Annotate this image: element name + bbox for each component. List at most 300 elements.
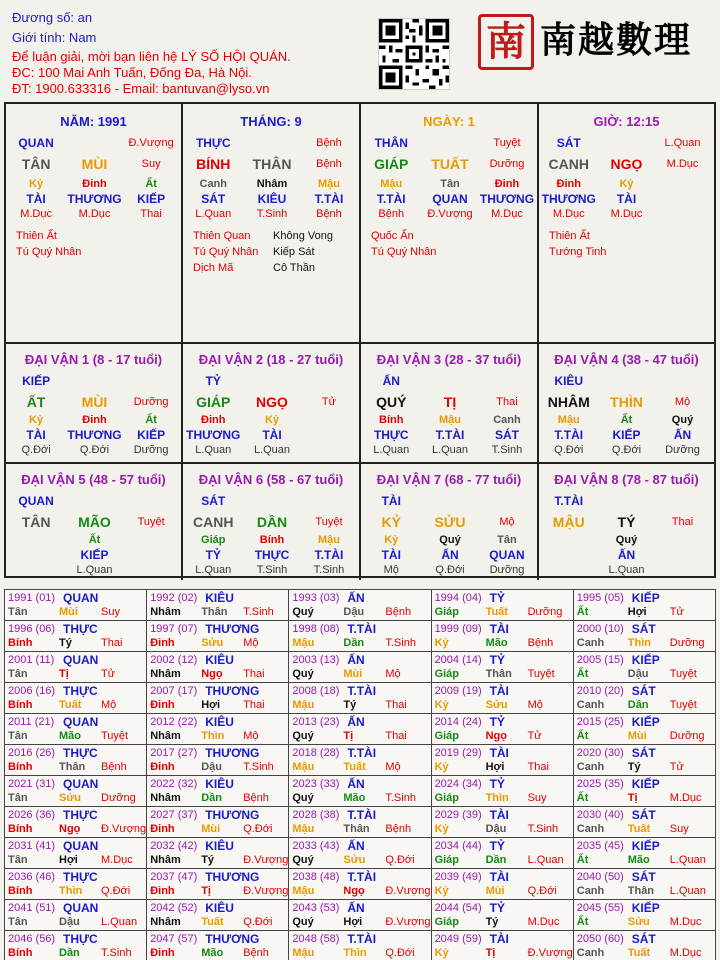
hidden-god: TÀI <box>616 192 637 206</box>
year-phase: Đ.Vượng <box>243 854 289 866</box>
year-phase: M.Dục <box>101 854 133 866</box>
year-cell[interactable] <box>573 931 715 960</box>
year-label: 1991 (01) <box>8 592 56 604</box>
dai-van-branch: TÝ <box>617 514 636 530</box>
year-phase: Q.Đới <box>385 854 415 866</box>
year-branch: Hợi <box>343 916 363 928</box>
hidden-phase: M.Dục <box>491 208 523 220</box>
hidden-phase: Bệnh <box>378 208 405 220</box>
hidden-stem: Kỷ <box>29 414 44 426</box>
year-cell[interactable] <box>289 900 431 931</box>
year-cell[interactable] <box>147 807 289 838</box>
year-cell[interactable] <box>431 900 573 931</box>
year-cell[interactable] <box>147 590 289 621</box>
year-phase: Tử <box>527 730 542 742</box>
hidden-god: T.TÀI <box>314 548 344 562</box>
hidden-god: ẤN <box>673 428 692 442</box>
year-branch: Tuất <box>59 699 82 711</box>
year-label: 2035 (45) <box>576 840 624 852</box>
year-branch: Mùi <box>343 668 363 680</box>
year-branch: Tị <box>343 730 354 742</box>
year-cell[interactable] <box>431 745 573 776</box>
dai-van-title: ĐẠI VẬN 5 (48 - 57 tuổi) <box>21 472 166 487</box>
year-branch: Mão <box>59 730 81 742</box>
pillar-stem: BÍNH <box>196 156 231 172</box>
year-phase: L.Quan <box>527 854 564 866</box>
year-phase: Tuyệt <box>669 668 697 680</box>
star-label: Kiếp Sát <box>273 246 315 258</box>
year-cell[interactable] <box>5 621 147 652</box>
year-cell[interactable] <box>289 745 431 776</box>
year-phase: Q.Đới <box>243 823 273 835</box>
dai-van-stem: TÂN <box>21 514 51 530</box>
hidden-stem: Quý <box>615 534 638 546</box>
dai-van-branch: MÃO <box>78 514 111 530</box>
year-cell[interactable] <box>147 683 289 714</box>
year-branch: Thân <box>343 823 370 835</box>
year-branch: Tý <box>59 637 72 649</box>
year-phase: Mộ <box>385 761 401 773</box>
year-god: TÀI <box>489 870 509 884</box>
year-cell[interactable] <box>289 683 431 714</box>
year-label: 2029 (39) <box>434 809 482 821</box>
dai-van-branch: DẦN <box>256 514 288 530</box>
year-label: 2004 (14) <box>434 654 482 666</box>
year-phase: Dưỡng <box>101 792 136 804</box>
year-god: THƯƠNG <box>205 932 260 946</box>
year-god: TÀI <box>489 932 509 946</box>
year-cell[interactable] <box>573 714 715 745</box>
year-god: THƯƠNG <box>205 684 260 698</box>
year-branch: Sửu <box>343 854 366 866</box>
hidden-phase: M.Dục <box>20 208 52 220</box>
year-cell[interactable] <box>431 652 573 683</box>
year-cell[interactable] <box>5 745 147 776</box>
year-label: 2031 (41) <box>8 840 56 852</box>
year-phase: Dưỡng <box>669 637 705 649</box>
table-row <box>5 807 716 838</box>
year-label: 2010 (20) <box>576 685 624 697</box>
year-stem: Bính <box>8 761 33 773</box>
year-cell[interactable] <box>147 931 289 960</box>
star-label: Không Vong <box>273 230 333 242</box>
hidden-phase: Dưỡng <box>489 564 525 576</box>
year-branch: Tuất <box>627 823 651 835</box>
hidden-stem: Quý <box>439 534 461 546</box>
year-cell[interactable] <box>5 776 147 807</box>
year-phase: L.Quan <box>669 854 706 866</box>
dai-van-god: TỶ <box>205 374 221 388</box>
year-label: 2048 (58) <box>292 933 340 945</box>
year-phase: Dưỡng <box>669 730 705 742</box>
year-stem: Quý <box>292 916 314 928</box>
dai-van-stem: ẤT <box>26 394 46 410</box>
year-cell[interactable] <box>573 838 715 869</box>
dai-van-stem: CANH <box>193 514 234 530</box>
hidden-god: TÀI <box>26 192 46 206</box>
hidden-god: TÀI <box>381 548 401 562</box>
year-cell[interactable] <box>5 838 147 869</box>
year-cell[interactable] <box>431 683 573 714</box>
year-god: THƯƠNG <box>205 808 260 822</box>
year-branch: Tị <box>201 885 211 897</box>
year-label: 2034 (44) <box>434 840 482 852</box>
pillar-branch: MÙI <box>81 156 108 172</box>
pillar-stem: TÂN <box>21 156 51 172</box>
year-cell[interactable] <box>289 652 431 683</box>
hidden-god: T.TÀI <box>435 428 465 442</box>
year-cell[interactable] <box>147 900 289 931</box>
hidden-phase: Q.Đới <box>79 444 110 456</box>
year-cell[interactable] <box>147 621 289 652</box>
year-cell[interactable] <box>573 807 715 838</box>
dai-van-stem: KỶ <box>381 514 401 530</box>
year-branch: Hợi <box>59 854 78 866</box>
star-label: Tú Quý Nhân <box>371 246 437 258</box>
year-label: 2030 (40) <box>576 809 624 821</box>
year-stem: Giáp <box>434 916 460 928</box>
year-cell[interactable] <box>431 590 573 621</box>
year-label: 2047 (57) <box>150 933 198 945</box>
dai-van-phase: Tuyệt <box>315 516 343 528</box>
year-stem: Bính <box>8 947 33 959</box>
year-stem: Canh <box>576 823 605 835</box>
year-cell[interactable] <box>573 869 715 900</box>
year-phase: T.Sinh <box>527 823 559 835</box>
qr-code-icon <box>378 18 450 90</box>
annual-luck-table <box>4 589 716 960</box>
year-phase: Q.Đới <box>527 885 557 897</box>
chart-grid <box>4 102 716 578</box>
year-cell[interactable] <box>573 652 715 683</box>
year-label: 2027 (37) <box>150 809 198 821</box>
contact-text: Để luận giải, mời bạn liên hệ LÝ SỐ HỘI QUÁN. <box>12 49 291 64</box>
hidden-stem: Mậu <box>317 534 340 546</box>
year-phase: T.Sinh <box>385 637 416 649</box>
year-branch: Dần <box>627 699 649 711</box>
brand-logo: 南越數理 <box>540 19 693 61</box>
hidden-phase: Mộ <box>383 564 399 576</box>
year-god: QUAN <box>63 901 99 915</box>
year-label: 2042 (52) <box>150 902 198 914</box>
year-branch: Mùi <box>485 885 505 897</box>
year-branch: Tý <box>485 916 499 928</box>
year-god: TÀI <box>489 746 509 760</box>
year-cell[interactable] <box>147 714 289 745</box>
year-cell[interactable] <box>573 900 715 931</box>
year-branch: Sửu <box>59 792 82 804</box>
pillar-god: SÁT <box>556 136 581 150</box>
year-phase: Tuyệt <box>527 668 555 680</box>
year-branch: Thìn <box>627 637 651 649</box>
year-cell[interactable] <box>5 931 147 960</box>
year-phase: Q.Đới <box>243 916 273 928</box>
pillar-branch-phase: Dưỡng <box>489 158 525 170</box>
year-phase: Tử <box>669 761 684 773</box>
hidden-stem: Đinh <box>82 178 107 190</box>
phone-email-text[interactable]: ĐT: 1900.633316 - Email: bantuvan@lyso.vn <box>12 81 270 96</box>
year-cell[interactable] <box>431 714 573 745</box>
year-label: 2023 (33) <box>292 778 340 790</box>
year-cell[interactable] <box>289 838 431 869</box>
year-cell[interactable] <box>5 683 147 714</box>
year-cell[interactable] <box>431 621 573 652</box>
year-cell[interactable] <box>431 931 573 960</box>
year-label: 2017 (27) <box>150 747 198 759</box>
hidden-stem: Kỷ <box>384 534 399 546</box>
dai-van-7 <box>361 464 539 580</box>
seal-logo: 南 <box>478 14 534 70</box>
star-label: Tú Quý Nhân <box>193 246 259 258</box>
dai-van-phase: Mộ <box>674 396 691 408</box>
year-cell[interactable] <box>289 621 431 652</box>
hidden-phase: M.Dục <box>78 208 111 220</box>
pillar-branch: THÂN <box>252 156 292 172</box>
year-god: KIẾP <box>631 653 660 667</box>
hidden-god: TÀI <box>262 428 282 442</box>
year-cell[interactable] <box>5 652 147 683</box>
hidden-god: THƯƠNG <box>67 428 122 442</box>
hidden-phase: M.Dục <box>610 208 643 220</box>
year-cell[interactable] <box>5 869 147 900</box>
year-branch: Thìn <box>59 885 83 897</box>
year-label: 2000 (10) <box>576 623 624 635</box>
year-branch: Ngọ <box>485 730 507 742</box>
year-stem: Tân <box>8 606 28 618</box>
year-stem: Nhâm <box>150 792 181 804</box>
year-label: 2015 (25) <box>576 716 624 728</box>
year-god: T.TÀI <box>347 622 377 636</box>
year-god: TỶ <box>489 653 505 667</box>
year-stem: Mậu <box>292 761 315 773</box>
year-branch: Thân <box>485 668 512 680</box>
year-phase: L.Quan <box>101 916 138 928</box>
dai-van-title: ĐẠI VẬN 6 (58 - 67 tuổi) <box>198 472 344 487</box>
dai-van-phase: Tuyệt <box>137 516 165 528</box>
year-branch: Dần <box>201 792 222 804</box>
dai-van-title: ĐẠI VẬN 2 (18 - 27 tuổi) <box>198 352 344 367</box>
year-branch: Sửu <box>485 699 508 711</box>
year-god: ẤN <box>347 591 365 605</box>
year-stem: Quý <box>292 606 314 618</box>
dai-van-title: ĐẠI VẬN 7 (68 - 77 tuổi) <box>376 472 522 487</box>
year-label: 2007 (17) <box>150 685 198 697</box>
year-phase: Thai <box>385 699 407 711</box>
year-cell[interactable] <box>147 838 289 869</box>
hidden-stem: Quý <box>671 414 694 426</box>
year-cell[interactable] <box>573 745 715 776</box>
year-cell[interactable] <box>289 714 431 745</box>
pillar-stem: GIÁP <box>374 156 409 172</box>
year-branch: Sửu <box>201 637 224 649</box>
year-phase: Thai <box>243 699 265 711</box>
year-branch: Mùi <box>201 823 221 835</box>
hidden-god: SÁT <box>201 192 226 206</box>
table-row <box>5 931 716 960</box>
table-row <box>5 900 716 931</box>
dai-van-god: KIÊU <box>554 374 584 388</box>
hidden-phase: Dưỡng <box>133 444 169 456</box>
year-branch: Dậu <box>485 823 507 835</box>
dai-van-phase: Tử <box>321 396 336 408</box>
year-cell[interactable] <box>289 931 431 960</box>
year-stem: Kỷ <box>434 761 449 773</box>
pillar-god: THỰC <box>195 136 231 150</box>
year-label: 2022 (32) <box>150 778 198 790</box>
duong-so-label: Đương số: an <box>12 10 93 25</box>
year-label: 2005 (15) <box>576 654 624 666</box>
hidden-stem: Ất <box>620 414 633 426</box>
year-stem: Giáp <box>434 854 460 866</box>
hidden-stem: Ất <box>145 414 157 426</box>
year-label: 1994 (04) <box>434 592 482 604</box>
year-stem: Kỷ <box>434 699 449 711</box>
hidden-stem: Tân <box>440 178 460 190</box>
year-god: QUAN <box>63 715 99 729</box>
year-phase: Bệnh <box>527 637 554 649</box>
year-cell[interactable] <box>289 869 431 900</box>
year-label: 2049 (59) <box>434 933 482 945</box>
year-label: 2037 (47) <box>150 871 198 883</box>
dai-van-stem: NHÂM <box>547 394 590 410</box>
year-phase: Tuyệt <box>669 699 697 711</box>
year-branch: Dần <box>59 947 80 959</box>
year-cell[interactable] <box>147 745 289 776</box>
year-cell[interactable] <box>147 869 289 900</box>
year-god: QUAN <box>63 839 99 853</box>
year-god: TỶ <box>489 591 505 605</box>
year-god: KIÊU <box>205 777 234 791</box>
hidden-stem: Canh <box>199 178 227 190</box>
year-stem: Canh <box>576 947 605 959</box>
year-stem: Mậu <box>292 947 315 959</box>
year-god: SÁT <box>631 684 656 698</box>
year-stem: Canh <box>576 885 605 897</box>
hidden-stem: Giáp <box>201 534 226 546</box>
pillar-god: QUAN <box>18 136 54 150</box>
pillar-0 <box>6 104 183 344</box>
hidden-stem: Mậu <box>557 414 580 426</box>
hidden-phase: Đ.Vượng <box>427 208 473 220</box>
year-cell[interactable] <box>431 776 573 807</box>
hidden-god: QUAN <box>432 192 468 206</box>
year-label: 1998 (08) <box>292 623 340 635</box>
hidden-phase: Bệnh <box>316 208 342 220</box>
year-label: 2025 (35) <box>576 778 624 790</box>
year-label: 2014 (24) <box>434 716 482 728</box>
year-god: TỶ <box>489 715 505 729</box>
year-cell[interactable] <box>573 683 715 714</box>
year-branch: Mùi <box>627 730 647 742</box>
year-cell[interactable] <box>289 590 431 621</box>
year-label: 2045 (55) <box>576 902 624 914</box>
dai-van-god: KIẾP <box>22 374 51 388</box>
year-branch: Dậu <box>627 668 649 680</box>
year-branch: Dậu <box>201 761 222 773</box>
hidden-stem: Kỷ <box>619 178 634 190</box>
year-god: KIÊU <box>205 653 234 667</box>
year-phase: M.Dục <box>669 916 702 928</box>
year-cell[interactable] <box>573 776 715 807</box>
year-god: QUAN <box>63 591 99 605</box>
year-cell[interactable] <box>431 807 573 838</box>
year-god: KIẾP <box>631 901 660 915</box>
star-label: Thiên Ất <box>549 230 590 242</box>
dai-van-8 <box>539 464 714 580</box>
hidden-phase: L.Quan <box>253 444 291 456</box>
hidden-phase: L.Quan <box>608 564 645 576</box>
year-cell[interactable] <box>5 590 147 621</box>
year-branch: Mão <box>201 947 224 959</box>
year-stem: Kỷ <box>434 947 449 959</box>
year-stem: Quý <box>292 854 314 866</box>
hidden-phase: L.Quan <box>195 208 232 220</box>
year-god: ẤN <box>347 901 365 915</box>
year-cell[interactable] <box>5 807 147 838</box>
pillar-title: THÁNG: 9 <box>240 114 302 129</box>
year-phase: Suy <box>669 823 689 835</box>
year-stem: Tân <box>8 792 28 804</box>
pillar-title: GIỜ: 12:15 <box>593 114 660 129</box>
year-phase: L.Quan <box>669 885 706 897</box>
year-cell[interactable] <box>147 776 289 807</box>
star-label: Thiên Ất <box>16 230 57 242</box>
year-phase: T.Sinh <box>243 606 274 618</box>
table-row <box>5 869 716 900</box>
year-cell[interactable] <box>573 621 715 652</box>
year-cell[interactable] <box>5 714 147 745</box>
year-cell[interactable] <box>289 807 431 838</box>
year-god: KIÊU <box>205 715 234 729</box>
year-god: TỶ <box>489 901 505 915</box>
year-god: ẤN <box>347 715 365 729</box>
year-branch: Dậu <box>343 606 365 618</box>
year-god: THỰC <box>63 870 98 884</box>
year-cell[interactable] <box>147 652 289 683</box>
year-god: KIÊU <box>205 839 234 853</box>
year-cell[interactable] <box>431 838 573 869</box>
year-god: QUAN <box>63 653 99 667</box>
year-branch: Thìn <box>485 792 509 804</box>
year-label: 2028 (38) <box>292 809 340 821</box>
year-god: THỰC <box>63 932 98 946</box>
year-god: QUAN <box>63 777 99 791</box>
year-branch: Mão <box>627 854 650 866</box>
dai-van-branch: NGỌ <box>256 394 288 410</box>
dai-van-phase: Mộ <box>499 516 515 528</box>
year-label: 2050 (60) <box>576 933 624 945</box>
year-branch: Ngọ <box>201 668 223 680</box>
hidden-god: KIẾP <box>137 428 166 442</box>
pillar-title: NĂM: 1991 <box>60 114 127 129</box>
year-cell[interactable] <box>573 590 715 621</box>
dai-van-stem: GIÁP <box>196 394 231 410</box>
year-stem: Canh <box>576 699 605 711</box>
year-god: T.TÀI <box>347 870 377 884</box>
star-label: Thiên Quan <box>193 230 251 242</box>
hidden-phase: Q.Đới <box>435 564 465 576</box>
hidden-god: QUAN <box>489 548 525 562</box>
year-cell[interactable] <box>431 869 573 900</box>
year-label: 1992 (02) <box>150 592 198 604</box>
year-branch: Ngọ <box>59 823 81 835</box>
year-cell[interactable] <box>5 900 147 931</box>
year-stem: Ất <box>576 730 589 742</box>
year-label: 1999 (09) <box>434 623 482 635</box>
hidden-god: TỶ <box>205 548 221 562</box>
year-cell[interactable] <box>289 776 431 807</box>
hidden-stem: Nhâm <box>256 178 288 190</box>
